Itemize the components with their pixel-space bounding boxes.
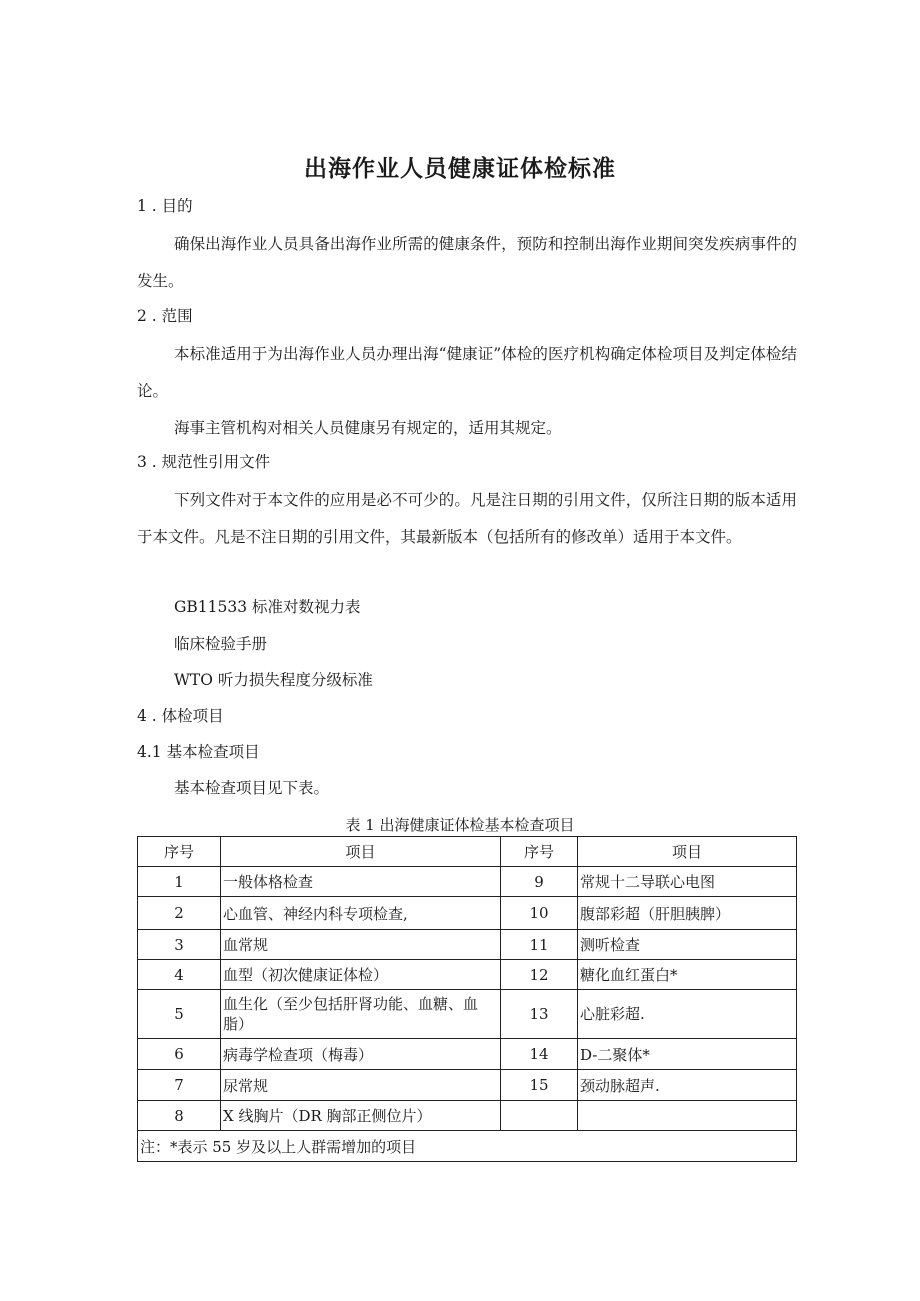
section-2-text-1: 本标准适用于为出海作业人员办理出海“健康证”体检的医疗机构确定体检项目及判定体检结论。 bbox=[137, 345, 797, 400]
exam-items-table bbox=[137, 836, 797, 1162]
section-2-text-2: 海事主管机构对相关人员健康另有规定的，适用其规定。 bbox=[174, 419, 562, 437]
cell-item bbox=[578, 1101, 797, 1131]
section-2-heading: 2 . 范围 bbox=[137, 307, 193, 325]
cell-seq bbox=[501, 1101, 578, 1131]
cell-item: 常规十二导联心电图 bbox=[578, 867, 797, 897]
cell-seq: 11 bbox=[501, 930, 578, 960]
cell-item: 病毒学检查项（梅毒） bbox=[221, 1039, 501, 1070]
cell-item: 颈动脉超声. bbox=[578, 1070, 797, 1101]
cell-seq: 15 bbox=[501, 1070, 578, 1101]
table-row bbox=[138, 960, 797, 990]
cell-seq: 1 bbox=[138, 867, 221, 897]
section-3-heading: 3 . 规范性引用文件 bbox=[137, 453, 271, 471]
cell-seq: 2 bbox=[138, 897, 221, 930]
cell-item: 测听检查 bbox=[578, 930, 797, 960]
cell-item: 心血管、神经内科专项检查, bbox=[221, 897, 501, 930]
section-4-1-text: 基本检查项目见下表。 bbox=[174, 779, 330, 797]
cell-seq: 13 bbox=[501, 990, 578, 1039]
cell-item: 糖化血红蛋白* bbox=[578, 960, 797, 990]
table-row bbox=[138, 930, 797, 960]
section-1-text: 确保出海作业人员具备出海作业所需的健康条件，预防和控制出海作业期间突发疾病事件的发生。 bbox=[137, 235, 797, 290]
table-note: 注：*表示 55 岁及以上人群需增加的项目 bbox=[138, 1131, 797, 1162]
cell-seq: 5 bbox=[138, 990, 221, 1039]
reference-item: 临床检验手册 bbox=[174, 635, 268, 653]
header-item: 项目 bbox=[221, 837, 501, 867]
cell-seq: 6 bbox=[138, 1039, 221, 1070]
table-row bbox=[138, 990, 797, 1039]
reference-item: GB11533 标准对数视力表 bbox=[174, 598, 361, 616]
section-1-heading: 1 . 目的 bbox=[137, 197, 193, 215]
cell-item: 一般体格检查 bbox=[221, 867, 501, 897]
table-row bbox=[138, 1039, 797, 1070]
table-caption: 表 1 出海健康证体检基本检查项目 bbox=[345, 816, 575, 834]
reference-item: WTO 听力损失程度分级标准 bbox=[174, 671, 373, 689]
header-seq: 序号 bbox=[501, 837, 578, 867]
table-header-row bbox=[138, 837, 797, 867]
cell-item: 血生化（至少包括肝肾功能、血糖、血脂） bbox=[221, 990, 501, 1039]
cell-seq: 7 bbox=[138, 1070, 221, 1101]
cell-seq: 4 bbox=[138, 960, 221, 990]
cell-seq: 10 bbox=[501, 897, 578, 930]
cell-item: 腹部彩超（肝胆胰脾） bbox=[578, 897, 797, 930]
header-seq: 序号 bbox=[138, 837, 221, 867]
table-row bbox=[138, 1101, 797, 1131]
header-item: 项目 bbox=[578, 837, 797, 867]
cell-item: 心脏彩超. bbox=[578, 990, 797, 1039]
cell-item: 血常规 bbox=[221, 930, 501, 960]
cell-item: 血型（初次健康证体检） bbox=[221, 960, 501, 990]
cell-item: 尿常规 bbox=[221, 1070, 501, 1101]
section-4-heading: 4 . 体检项目 bbox=[137, 707, 224, 725]
cell-item: X 线胸片（DR 胸部正侧位片） bbox=[221, 1101, 501, 1131]
cell-item: D-二聚体* bbox=[578, 1039, 797, 1070]
table-row bbox=[138, 867, 797, 897]
section-3-text: 下列文件对于本文件的应用是必不可少的。凡是注日期的引用文件，仅所注日期的版本适用于本文件。凡是不注日期的引用文件，其最新版本（包括所有的修改单）适用于本文件。 bbox=[137, 491, 797, 546]
cell-seq: 14 bbox=[501, 1039, 578, 1070]
table-note-row bbox=[138, 1131, 797, 1162]
document-title: 出海作业人员健康证体检标准 bbox=[304, 156, 616, 182]
cell-seq: 9 bbox=[501, 867, 578, 897]
cell-seq: 3 bbox=[138, 930, 221, 960]
table-row bbox=[138, 897, 797, 930]
section-4-1-heading: 4.1 基本检查项目 bbox=[137, 743, 260, 761]
table-row bbox=[138, 1070, 797, 1101]
cell-seq: 12 bbox=[501, 960, 578, 990]
cell-seq: 8 bbox=[138, 1101, 221, 1131]
